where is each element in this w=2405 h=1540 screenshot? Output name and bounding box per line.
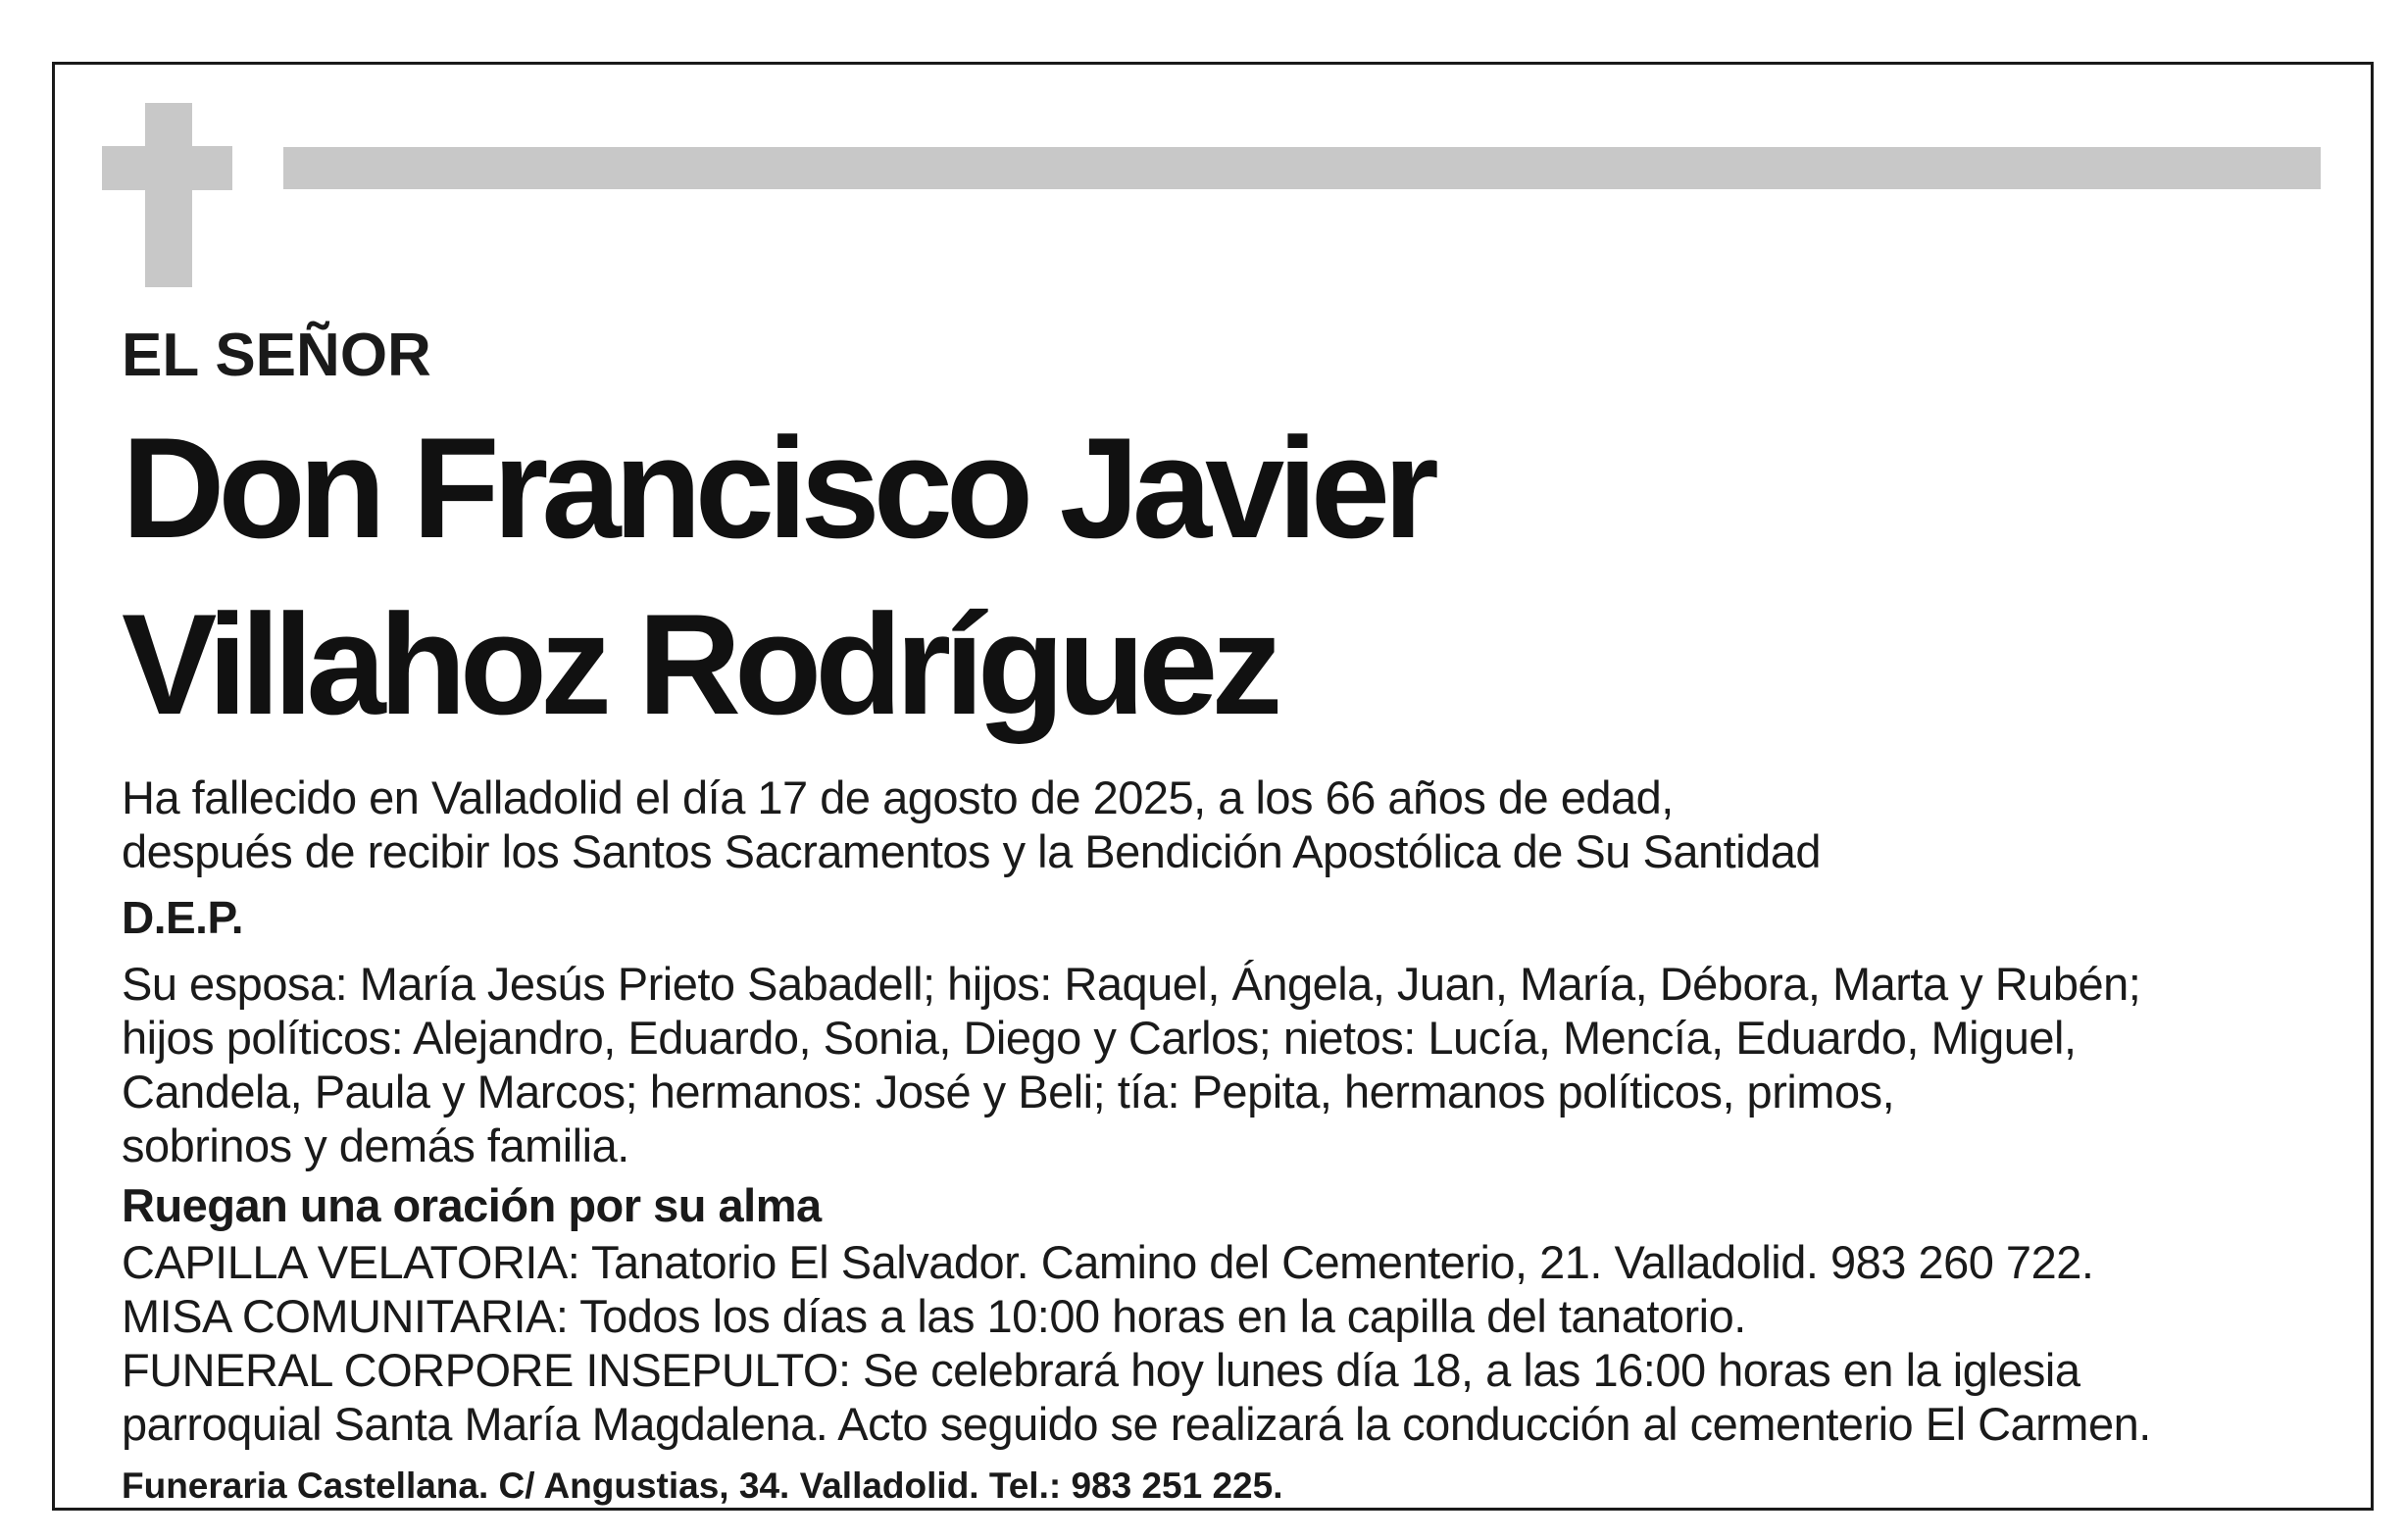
name-line-2: Villahoz Rodríguez: [122, 584, 1277, 744]
family-list: [122, 957, 2318, 1172]
title-prefix: EL SEÑOR: [122, 322, 431, 389]
cross-icon-horizontal: [102, 146, 232, 190]
family-line: Su esposa: María Jesús Prieto Sabadell; hijos: Raquel, Ángela, Juan, María, Débora, Marta y Rubén;: [122, 958, 2141, 1010]
family-line: sobrinos y demás familia.: [122, 1119, 629, 1171]
cross-icon-vertical: [145, 103, 192, 287]
service-line: CAPILLA VELATORIA: Tanatorio El Salvador. Camino del Cementerio, 21. Valladolid. 983 260 722.: [122, 1236, 2094, 1288]
service-line: MISA COMUNITARIA: Todos los días a las 10:00 horas en la capilla del tanatorio.: [122, 1290, 1746, 1342]
service-line: parroquial Santa María Magdalena. Acto seguido se realizará la conducción al cementerio El Carmen.: [122, 1398, 2151, 1450]
dep-label: D.E.P.: [122, 892, 243, 943]
death-line: después de recibir los Santos Sacramentos y la Bendición Apostólica de Su Santidad: [122, 825, 1822, 877]
service-line: FUNERAL CORPORE INSEPULTO: Se celebrará hoy lunes día 18, a las 16:00 horas en la iglesia: [122, 1344, 2080, 1396]
family-line: hijos políticos: Alejandro, Eduardo, Sonia, Diego y Carlos; nietos: Lucía, Mencía, Eduardo, Miguel,: [122, 1012, 2077, 1064]
name-line-1: Don Francisco Javier: [122, 408, 1432, 568]
notice-content: [122, 312, 2318, 1513]
death-line: Ha fallecido en Valladolid el día 17 de agosto de 2025, a los 66 años de edad,: [122, 771, 1674, 823]
decorative-bar: [283, 147, 2321, 189]
services-info: [122, 1235, 2318, 1451]
family-line: Candela, Paula y Marcos; hermanos: José y Beli; tía: Pepita, hermanos políticos, primos,: [122, 1066, 1895, 1118]
prayer-request: Ruegan una oración por su alma: [122, 1179, 822, 1231]
funeral-home-footer: Funeraria Castellana. C/ Angustias, 34. Valladolid. Tel.: 983 251 225.: [122, 1465, 1283, 1506]
deceased-name: [122, 400, 2318, 753]
death-announcement: [122, 770, 2318, 878]
